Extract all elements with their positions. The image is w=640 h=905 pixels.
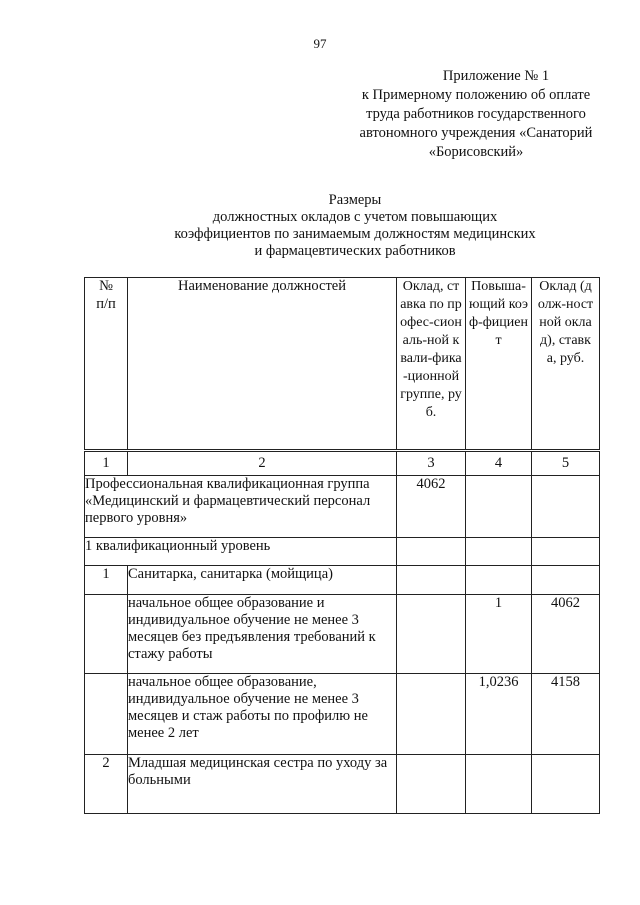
position-row <box>85 755 600 814</box>
salary-value: 4062 <box>532 595 600 674</box>
column-number: 2 <box>128 451 397 476</box>
document-heading <box>120 192 590 260</box>
heading-line: Размеры <box>328 192 382 208</box>
appendix-line: «Борисовский» <box>428 144 524 160</box>
heading-line: должностных окладов с учетом повышающих <box>212 209 498 225</box>
salary-value: 4158 <box>532 674 600 755</box>
appendix-block <box>330 67 622 162</box>
heading-line: коэффициентов по занимаемым должностям медицинских <box>174 226 536 242</box>
group-salary: 4062 <box>397 476 466 538</box>
position-number: 2 <box>85 755 128 814</box>
header-position-name: Наименование должностей <box>128 278 397 451</box>
column-number: 3 <box>397 451 466 476</box>
position-number: 1 <box>85 566 128 595</box>
header-base-salary: Оклад, ставка по профес-сиональ-ной квали-фика-ционной группе, руб. <box>397 278 466 451</box>
column-number: 5 <box>532 451 600 476</box>
column-number: 4 <box>466 451 532 476</box>
page-number: 97 <box>313 36 327 51</box>
column-number-row <box>85 451 600 476</box>
condition-row <box>85 674 600 755</box>
qualification-level: 1 квалификационный уровень <box>85 538 397 566</box>
salary-table <box>84 277 600 814</box>
column-number: 1 <box>85 451 128 476</box>
appendix-line: к Примерному положению об оплате <box>361 87 591 103</box>
heading-line: и фармацевтических работников <box>254 243 456 259</box>
condition-row <box>85 595 600 674</box>
appendix-line: труда работников государственного <box>366 106 586 122</box>
condition-text: начальное общее образование, индивидуальное обучение не менее 3 месяцев и стаж работы по профилю не менее 2 лет <box>128 674 397 755</box>
coefficient-value: 1 <box>466 595 532 674</box>
header-salary: Оклад (долж-ностной оклад), ставка, руб. <box>532 278 600 451</box>
position-name: Младшая медицинская сестра по уходу за больными <box>128 755 397 814</box>
appendix-line: автономного учреждения «Санаторий <box>359 125 593 141</box>
group-name: Профессиональная квалификационная группа «Медицинский и фармацевтический персонал первого уровня» <box>85 476 397 538</box>
group-row <box>85 476 600 538</box>
position-name: Санитарка, санитарка (мойщица) <box>128 566 397 595</box>
header-coefficient: Повыша-ющий коэф-фициент <box>466 278 532 451</box>
table-header-row <box>85 278 600 451</box>
position-row <box>85 566 600 595</box>
level-row <box>85 538 600 566</box>
appendix-title: Приложение № 1 <box>442 68 550 84</box>
header-number: № п/п <box>85 278 128 451</box>
coefficient-value: 1,0236 <box>466 674 532 755</box>
condition-text: начальное общее образование и индивидуальное обучение не менее 3 месяцев без предъявления требований к стажу работы <box>128 595 397 674</box>
